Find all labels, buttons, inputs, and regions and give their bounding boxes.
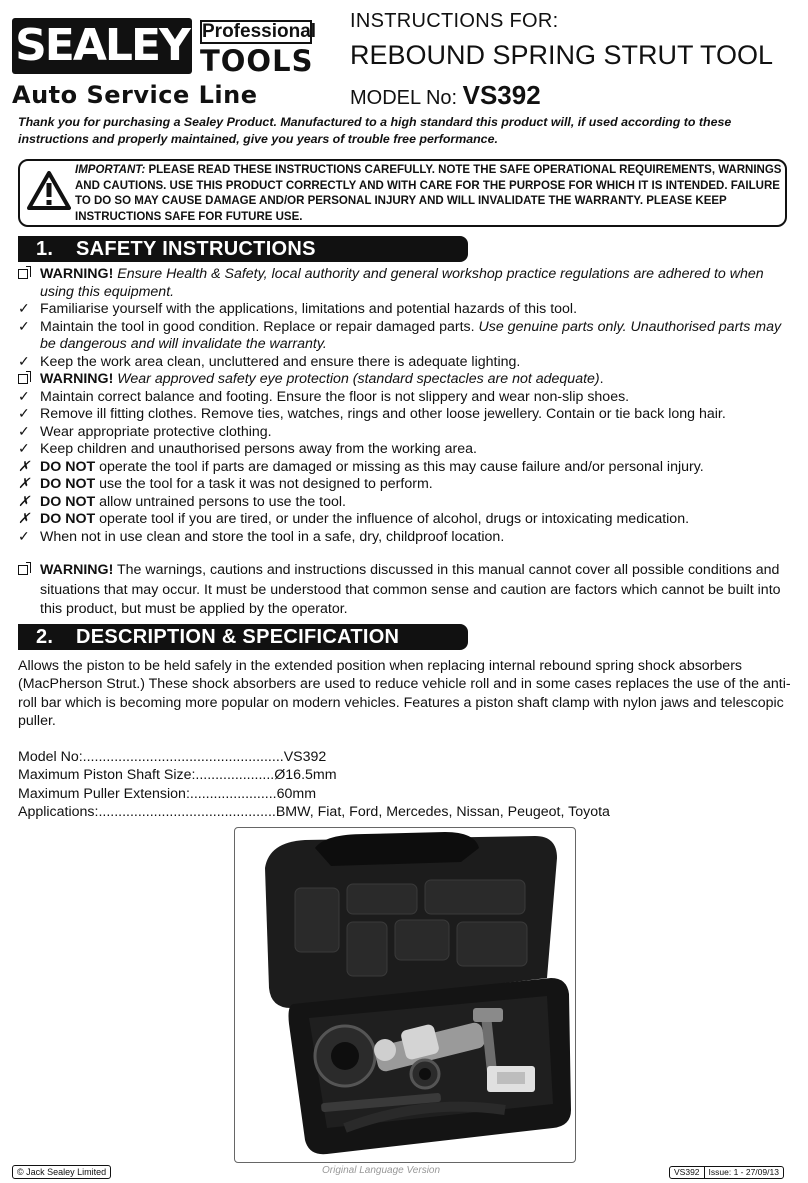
- safety-bold: WARNING!: [40, 266, 114, 282]
- check-icon: ✓: [18, 423, 30, 440]
- model-number: VS392: [462, 80, 541, 110]
- safety-item: [18, 371, 798, 389]
- safety-item: [18, 529, 798, 547]
- check-icon: ✓: [18, 528, 30, 545]
- section-title: DESCRIPTION & SPECIFICATION: [76, 626, 400, 648]
- safety-rest: operate the tool if parts are damaged or missing as this may cause failure and/or personal injury.: [95, 458, 704, 475]
- footer-issue-box: [669, 1166, 784, 1179]
- safety-bold: DO NOT: [40, 476, 96, 492]
- check-icon: ✓: [18, 353, 30, 370]
- warning-triangle-icon: [27, 171, 71, 211]
- safety-item: [18, 389, 798, 407]
- safety-list: [18, 266, 798, 546]
- footer-model: VS392: [674, 1167, 700, 1177]
- important-body: PLEASE READ THESE INSTRUCTIONS CAREFULLY. NOTE THE SAFE OPERATIONAL REQUIREMENTS, WARNINGS AND CAUTIONS. USE THIS PRODUCT CORRECTLY AND WITH CARE FOR THE PURPOSE FOR WHICH IT IS INTENDED. FAILURE TO DO SO MAY CAUSE DAMAGE AND/OR PERSONAL INJURY AND WILL INVALIDATE THE WARRANTY. PLEASE KEEP INSTRUCTIONS SAFE FOR FUTURE USE.: [75, 164, 782, 223]
- safety-item: [18, 424, 798, 442]
- section-number: 1.: [36, 238, 54, 260]
- safety-rest: Wear appropriate protective clothing.: [40, 423, 272, 440]
- safety-italic: Wear approved safety eye protection (standard spectacles are not adequate): [113, 371, 600, 387]
- safety-bold: DO NOT: [40, 511, 96, 527]
- spec-label: Maximum Puller Extension:: [18, 785, 190, 802]
- safety-item: [18, 301, 798, 319]
- product-photo: [234, 827, 576, 1163]
- warning-label: WARNING!: [40, 562, 114, 578]
- spec-value: Ø16.5mm: [274, 767, 337, 784]
- spec-dots: ......................: [189, 785, 277, 802]
- safety-bold: DO NOT: [40, 458, 96, 475]
- warning-general: [18, 561, 788, 620]
- footer-copyright: © Jack Sealey Limited: [12, 1165, 111, 1179]
- safety-rest: Familiarise yourself with the applications, limitations and potential hazards of this tool.: [40, 301, 578, 317]
- section-number: 2.: [36, 626, 54, 648]
- safety-bold: DO NOT: [40, 493, 96, 510]
- safety-rest: When not in use clean and store the tool in a safe, dry, childproof location.: [40, 528, 505, 545]
- check-icon: ✓: [18, 406, 30, 422]
- spec-dots: ...................................................: [82, 749, 284, 765]
- warning-box-icon: [18, 561, 36, 581]
- important-text: [75, 163, 785, 225]
- safety-italic-after: Use genuine parts only. Unauthorised parts may be dangerous and will invalidate the warranty.: [40, 318, 782, 352]
- warning-box-icon: [18, 371, 36, 389]
- page-title: REBOUND SPRING STRUT TOOL: [350, 40, 774, 70]
- safety-item: [18, 406, 798, 424]
- spec-row: [18, 748, 718, 766]
- title-line1: INSTRUCTIONS FOR:: [350, 10, 559, 32]
- section-header-description: [18, 624, 468, 650]
- safety-rest: operate tool if you are tired, or under the influence of alcohol, drugs or intoxicating medication.: [95, 511, 690, 527]
- cross-icon: ✗: [18, 458, 30, 475]
- safety-bold: WARNING!: [40, 371, 114, 387]
- spec-label: Maximum Piston Shaft Size:: [18, 767, 196, 784]
- logo-brand: SEALEY: [12, 18, 192, 74]
- check-icon: ✓: [18, 301, 30, 317]
- logo-professional: Professional: [202, 21, 317, 42]
- footer-issue: Issue: 1 - 27/09/13: [704, 1167, 783, 1178]
- model-label: MODEL No:: [350, 87, 458, 109]
- logo-tools: TOOLS: [200, 44, 314, 78]
- safety-item: [18, 441, 798, 459]
- spec-row: [18, 803, 718, 821]
- section-title: SAFETY INSTRUCTIONS: [76, 238, 316, 260]
- spec-label: Applications:: [18, 803, 99, 820]
- spec-row: [18, 785, 718, 803]
- section-header-safety: [18, 236, 468, 262]
- safety-rest: .: [599, 371, 604, 387]
- safety-rest: Keep the work area clean, uncluttered and ensure there is adequate lighting.: [40, 353, 521, 370]
- important-label: IMPORTANT:: [75, 164, 146, 176]
- logo-auto-service-line: Auto Service Line: [12, 81, 258, 109]
- safety-rest: Keep children and unauthorised persons away from the working area.: [40, 441, 477, 457]
- spec-value: BMW, Fiat, Ford, Mercedes, Nissan, Peugeot, Toyota: [275, 803, 610, 820]
- warning-text: The warnings, cautions and instructions discussed in this manual cannot cover all possible conditions and situations that may occur. It must be understood that common sense and caution are factors which cannot be built into this product, but must be applied by the operator.: [40, 562, 781, 617]
- spec-label: Model No:: [18, 749, 83, 765]
- safety-italic: Ensure Health & Safety, local authority and general workshop practice regulations are adhered to when using this equipment.: [40, 266, 764, 300]
- spec-value: VS392: [283, 749, 327, 765]
- cross-icon: ✗: [18, 476, 30, 492]
- spec-dots: ....................: [195, 767, 275, 784]
- spec-dots: .............................................: [98, 803, 276, 820]
- safety-item: [18, 459, 798, 477]
- check-icon: ✓: [18, 441, 30, 457]
- check-icon: ✓: [18, 388, 30, 405]
- safety-item: [18, 319, 798, 354]
- check-icon: ✓: [18, 318, 30, 335]
- safety-rest: Remove ill fitting clothes. Remove ties, watches, rings and other loose jewellery. Contain or tie back long hair.: [40, 406, 726, 422]
- safety-rest: Maintain correct balance and footing. Ensure the floor is not slippery and wear non-slip shoes.: [40, 388, 630, 405]
- spec-value: 60mm: [276, 785, 317, 802]
- safety-item: [18, 511, 798, 529]
- footer-original-language: Original Language Version: [322, 1165, 441, 1176]
- safety-rest: Maintain the tool in good condition. Replace or repair damaged parts.: [40, 318, 475, 335]
- sealey-logo: [12, 18, 317, 109]
- safety-item: [18, 266, 798, 301]
- warning-box-icon: [18, 266, 36, 284]
- safety-item: [18, 476, 798, 494]
- safety-rest: allow untrained persons to use the tool.: [95, 493, 346, 510]
- spec-list: [18, 748, 718, 821]
- cross-icon: ✗: [18, 493, 30, 510]
- description-text: Allows the piston to be held safely in the extended position when replacing internal rebound spring shock absorbers (MacPherson Strut.) These shock absorbers are used to reduce vehicle roll and in some cases replaces the use of the anti-roll bar which is becoming more popular on modern vehicles. Features a piston shaft clamp with nylon jaws and telescopic puller.: [18, 658, 791, 730]
- intro-text: Thank you for purchasing a Sealey Product. Manufactured to a high standard this product will, if used according to these instructions and properly maintained, give you years of trouble free performance.: [18, 115, 732, 146]
- cross-icon: ✗: [18, 511, 30, 527]
- safety-rest: use the tool for a task it was not designed to perform.: [95, 476, 433, 492]
- safety-item: [18, 494, 798, 512]
- spec-row: [18, 766, 718, 784]
- model-line: [350, 80, 541, 111]
- safety-item: [18, 354, 798, 372]
